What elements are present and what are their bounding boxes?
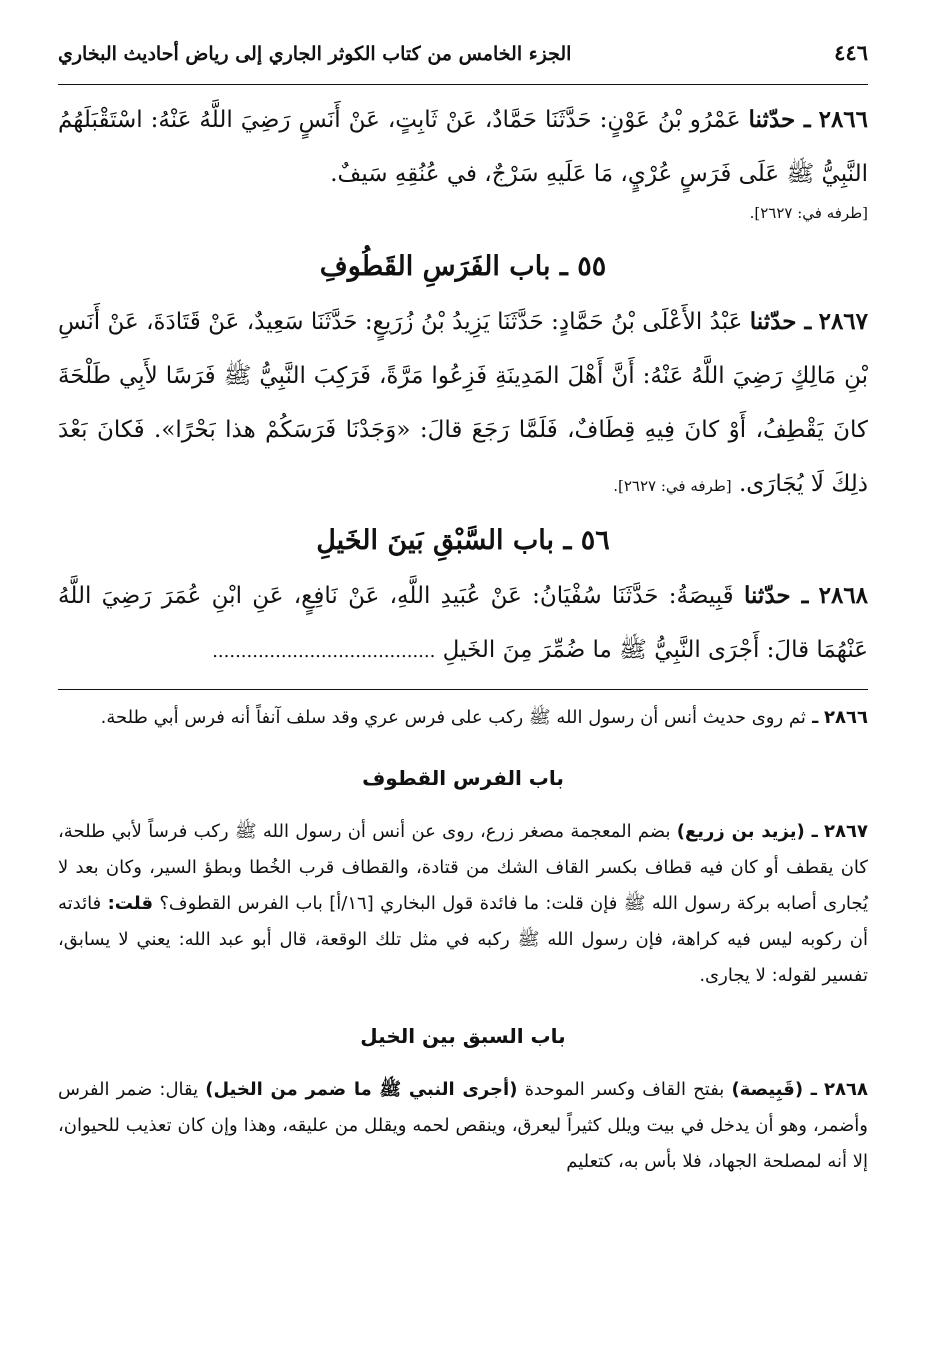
commentary-text: بفتح القاف وكسر الموحدة (524, 1079, 725, 1100)
hadith-number: ٢٨٦٧ (818, 308, 869, 335)
book-page (58, 40, 868, 1340)
tarf-note: [طرفه في: ٢٦٢٧]. (749, 204, 868, 222)
hadith-number: ٢٨٦٦ (818, 106, 869, 133)
running-header (58, 40, 868, 85)
hadith-lead: حدّثنا (749, 308, 797, 335)
hadith-lead: حدّثنا (748, 106, 796, 133)
commentary-number: ٢٨٦٧ (824, 821, 868, 842)
commentary-bold: (أجرى النبي ﷺ ما ضمر من الخيل) (205, 1079, 518, 1100)
commentary-2867: ٢٨٦٧ ـ (يزيد بن زريع) بضم المعجمة مصغر زرع، روى عن أنس أن رسول الله ﷺ ركب فرساً لأبي طلحة، كان يقطف أو كان فيه قطاف بكسر القاف الشك من قتادة، والقطاف قرب الخُطا وبطؤ السير، وكان بعد لا يُجارى أصابه بركة رسول الله ﷺ فإن قلت: ما فائدة قول البخاري [١٦/أ] باب الفرس القطوف؟ قلت: فائدته أن ركوبه ليس فيه كراهة، فإن رسول الله ﷺ ركبه في مثل تلك الوقعة، قال أبو عبد الله: يعني لا يسابق، تفسير لقوله: لا يجارى. (58, 821, 869, 986)
commentary-text: فائدته أن ركوبه ليس فيه كراهة، فإن رسول الله ﷺ ركبه في مثل تلك الوقعة، قال أبو عبد الله: يعني لا يسابق، تفسير لقوله: لا يجارى. (58, 893, 868, 986)
commentary-number: ٢٨٦٨ (824, 1079, 868, 1100)
commentary-bab-qatuf: باب الفرس القطوف (362, 766, 564, 790)
hadith-lead: حدّثنا (743, 582, 791, 609)
commentary-number: ٢٨٦٦ (824, 707, 868, 728)
hadith-text: عَبْدُ الأَعْلَى بْنُ حَمَّادٍ: حَدَّثَنَا يَزِيدُ بْنُ زُرَيعٍ: حَدَّثَنَا سَعِيدٌ، عَنْ قَتَادَةَ، عَنْ أَنَسِ بْنِ مَالِكٍ رَضِيَ اللَّهُ عَنْهُ: أَنَّ أَهْلَ المَدِينَةِ فَزِعُوا مَرَّةً، فَرَكِبَ النَّبِيُّ ﷺ فَرَسًا لأَبِي طَلْحَةَ كانَ يَقْطِفُ، أَوْ كانَ فِيهِ قِطَافٌ، فَلَمَّا رَجَعَ قالَ: «وَجَدْنَا فَرَسَكُمْ هذا بَحْرًا». فَكانَ بَعْدَ ذلِكَ لَا يُجَارَى. (58, 309, 868, 497)
tarf-note: [طرفه في: ٢٦٢٧]. (613, 477, 732, 495)
hadith-number: ٢٨٦٨ (818, 582, 869, 609)
hadith-2868: ٢٨٦٨ ـ حدّثنا قَبِيصَةُ: حَدَّثَنَا سُفْيَانُ: عَنْ عُبَيدِ اللَّهِ، عَنْ نَافِعٍ، عَنِ ابْنِ عُمَرَ رَضِيَ اللَّهُ عَنْهُمَا قالَ: أَجْرَى النَّبِيُّ ﷺ ما ضُمِّرَ مِنَ الخَيلِ ....................................... (58, 582, 869, 663)
hadith-text: عَمْرُو بْنُ عَوْنٍ: حَدَّثَنَا حَمَّادٌ، عَنْ ثَابِتٍ، عَنْ أَنَسٍ رَضِيَ اللَّهُ عَنْهُ: اسْتَقْبَلَهُمُ النَّبِيُّ ﷺ عَلَى فَرَسٍ عُرْيٍ، مَا عَلَيهِ سَرْجٌ، في عُنُقِهِ سَيفٌ. (58, 107, 868, 187)
continuation-dots: ....................................... (212, 641, 436, 662)
hadith-2867: ٢٨٦٧ ـ حدّثنا عَبْدُ الأَعْلَى بْنُ حَمَّادٍ: حَدَّثَنَا يَزِيدُ بْنُ زُرَيعٍ: حَدَّثَنَا سَعِيدٌ، عَنْ قَتَادَةَ، عَنْ أَنَسِ بْنِ مَالِكٍ رَضِيَ اللَّهُ عَنْهُ: أَنَّ أَهْلَ المَدِينَةِ فَزِعُوا مَرَّةً، فَرَكِبَ النَّبِيُّ ﷺ فَرَسًا لأَبِي طَلْحَةَ كانَ يَقْطِفُ، أَوْ كانَ فِيهِ قِطَافٌ، فَلَمَّا رَجَعَ قالَ: «وَجَدْنَا فَرَسَكُمْ هذا بَحْرًا». فَكانَ بَعْدَ ذلِكَ لَا يُجَارَى. [طرفه في: ٢٦٢٧]. (58, 308, 869, 497)
book-title: الجزء الخامس من كتاب الكوثر الجاري إلى رياض أحاديث البخاري (58, 43, 572, 65)
commentary-2868: ٢٨٦٨ ـ (قَبِيصة) بفتح القاف وكسر الموحدة (أجرى النبي ﷺ ما ضمر من الخيل) يقال: ضمر الفرس وأضمر، وهو أن يدخل في بيت ويلل كثيراً ليعرق، وينقص لحمه ويقلل من عليقه، وهذا وإن كان تعذيب للحيوان، إلا أنه لمصلحة الجهاد، فلا بأس به، كتعليم (58, 1079, 868, 1172)
commentary-text: يقال: ضمر الفرس وأضمر، وهو أن يدخل في بيت ويلل كثيراً ليعرق، وينقص لحمه ويقلل من عليقه، وهذا وإن كان تعذيب للحيوان، إلا أنه لمصلحة الجهاد، فلا بأس به، كتعليم (58, 1079, 868, 1172)
commentary-text: بضم المعجمة مصغر زرع، روى عن أنس أن رسول الله ﷺ ركب فرساً لأبي طلحة، كان يقطف أو كان فيه قطاف بكسر القاف الشك من قتادة، والقطاف قرب الخُطا وبطؤ السير، وكان بعد لا يُجارى أصابه بركة رسول الله ﷺ فإن قلت: ما فائدة قول البخاري [١٦/أ] باب الفرس القطوف؟ (58, 821, 869, 914)
commentary-text: ثم روى حديث أنس أن رسول الله ﷺ ركب على فرس عري وقد سلف آنفاً أنه فرس أبي طلحة. (100, 707, 806, 728)
hadith-text: قَبِيصَةُ: حَدَّثَنَا سُفْيَانُ: عَنْ عُبَيدِ اللَّهِ، عَنْ نَافِعٍ، عَنِ ابْنِ عُمَرَ رَضِيَ اللَّهُ عَنْهُمَا قالَ: أَجْرَى النَّبِيُّ ﷺ ما ضُمِّرَ مِنَ الخَيلِ (58, 583, 868, 663)
hadith-2866: ٢٨٦٦ ـ حدّثنا عَمْرُو بْنُ عَوْنٍ: حَدَّثَنَا حَمَّادٌ، عَنْ ثَابِتٍ، عَنْ أَنَسٍ رَضِيَ اللَّهُ عَنْهُ: اسْتَقْبَلَهُمُ النَّبِيُّ ﷺ عَلَى فَرَسٍ عُرْيٍ، مَا عَلَيهِ سَرْجٌ، في عُنُقِهِ سَيفٌ. (58, 106, 869, 187)
commentary-bold: (يزيد بن زريع) (676, 821, 805, 842)
bab-heading-55: ٥٥ ـ باب الفَرَسِ القَطُوفِ (319, 251, 607, 282)
bab-heading-56: ٥٦ ـ باب السَّبْقِ بَينَ الخَيلِ (316, 525, 610, 556)
commentary-2866: ٢٨٦٦ ـ ثم روى حديث أنس أن رسول الله ﷺ ركب على فرس عري وقد سلف آنفاً أنه فرس أبي طلحة. (100, 707, 868, 728)
commentary-bold: (قَبِيصة) (731, 1079, 804, 1100)
commentary-bab-sabq: باب السبق بين الخيل (360, 1024, 566, 1048)
page-number: ٤٤٦ (834, 40, 868, 65)
commentary-bold: قلت: (107, 893, 153, 914)
